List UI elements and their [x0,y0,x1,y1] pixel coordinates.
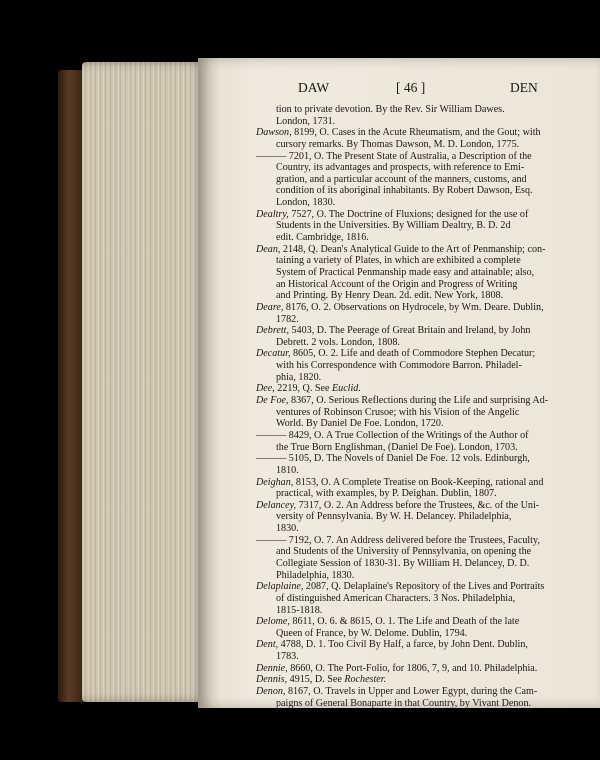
entry-text: 1810. [276,464,299,476]
entry-text: 1815-1818. [276,604,323,616]
entry-text: 1783. [276,651,299,663]
entry-author: Delaplaine, [256,581,304,593]
catalog-entries [256,104,586,709]
entry-author: Delancey, [256,499,297,511]
entry-author: Debrett, [256,325,289,337]
entry-author: Dealtry, [256,208,289,220]
entry-text: 8611, O. 6. & 8615, O. 1. The Life and Death of the late [289,616,520,628]
entry-line [256,698,586,710]
entry-line [256,511,586,523]
entry-author: De Foe, [256,395,289,407]
entry-author: Dennie, [256,662,288,674]
entry-text: 8605, O. 2. Life and death of Commodore Stephen Decatur; [290,348,536,360]
entry-line [256,558,586,570]
entry-text: and Printing. By Henry Dean. 2d. edit. New York, 1808. [276,290,504,302]
entry-author: Decatur, [256,348,291,360]
entry-text: 2087, Q. Delaplaine's Repository of the Lives and Portraits [303,581,545,593]
entry-line [256,360,586,372]
entry-line [256,535,586,547]
entry-reference: Euclid. [331,383,361,395]
catalog-page [198,58,600,708]
entry-line [256,185,586,197]
entry-line [256,372,586,384]
entry-line [256,267,586,279]
entry-text: 7317, O. 2. An Address before the Trustees, &c. of the Uni- [296,499,540,511]
entry-line [256,290,586,302]
entry-line [256,127,586,139]
entry-text: Collegiate Session of 1830-31. By William H. Delancey, D. D. [276,557,530,569]
entry-author: Dean, [256,243,281,255]
entry-line [256,616,586,628]
entry-line [256,605,586,617]
entry-author: Dennis, [256,674,288,686]
entry-line [256,651,586,663]
entry-text: 2148, Q. Dean's Analytical Guide to the Art of Penmanship; con- [280,243,546,255]
entry-text: ventures of Robinson Crusoe; with his Vision of the Angelic [276,406,520,418]
entry-text: 8153, O. A Complete Treatise on Book-Keeping, rational and [293,476,544,488]
entry-line [256,174,586,186]
entry-text: Queen of France, by W. Delome. Dublin, 1794. [276,627,468,639]
entry-author: Deighan, [256,476,294,488]
entry-line [256,151,586,163]
entry-line [256,302,586,314]
entry-text: London, 1830. [276,197,336,209]
entry-text: London, 1731. [276,115,336,127]
entry-text: System of Practical Penmanship made easy and attainable; also, [276,266,535,278]
entry-line [256,674,586,686]
entry-line [256,325,586,337]
entry-line [256,593,586,605]
entry-author: Dent, [256,639,279,651]
entry-line [256,430,586,442]
entry-line [256,465,586,477]
entry-author: Dawson, [256,127,292,139]
entry-author: Dee, [256,383,275,395]
entry-line [256,244,586,256]
header-right-keyword: DEN [510,80,538,95]
entry-text: ——— 8429, O. A True Collection of the Writings of the Author of [256,429,529,441]
entry-text: condition of its aboriginal inhabitants. By Robert Dawson, Esq. [276,185,533,197]
entry-text: paigns of General Bonaparte in that Country, by Vivant Denon. [276,697,532,709]
entry-line [256,348,586,360]
entry-text: World. By Daniel De Foe. London, 1720. [276,418,444,430]
entry-line [256,162,586,174]
entry-line [256,407,586,419]
entry-text: Philadelphia, 1830. [276,569,355,581]
entry-text: versity of Pennsylvania. By W. H. Delancey. Philadelphia, [276,511,512,523]
header-left-keyword: DAW [298,80,330,95]
entry-text: ——— 7201, O. The Present State of Australia, a Description of the [256,150,532,162]
entry-text: 4788, D. 1. Too Civil By Half, a farce, by John Dent. Dublin, [278,639,528,651]
open-book [58,58,600,708]
entry-line [256,255,586,267]
entry-text: ——— 5105, D. The Novels of Daniel De Foe. 12 vols. Edinburgh, [256,453,530,465]
entry-text: with his Correspondence with Commodore Barron. Philadel- [276,360,522,372]
entry-text: phia, 1820. [276,371,322,383]
entry-line [256,232,586,244]
entry-line [256,477,586,489]
entry-text: 8199, O. Cases in the Acute Rheumatism, and the Gout; with [291,127,541,139]
entry-line [256,209,586,221]
entry-line [256,220,586,232]
book-spine-binding [58,70,84,702]
running-header [198,80,600,98]
entry-author: Denon, [256,686,286,698]
entry-line [256,116,586,128]
entry-reference: Rochester. [344,674,387,686]
entry-text: practical, with examples, by P. Deighan. Dublin, 1807. [276,488,497,500]
entry-line [256,628,586,640]
entry-text: 5403, D. The Peerage of Great Britain and Ireland, by John [288,325,531,337]
entry-line [256,500,586,512]
entry-line [256,442,586,454]
entry-line [256,488,586,500]
entry-text: edit. Cambridge, 1816. [276,232,369,244]
entry-line [256,337,586,349]
entry-text: taining a variety of Plates, in which are exhibited a complete [276,255,521,267]
entry-line [256,663,586,675]
entry-author: Deare, [256,301,284,313]
entry-line [256,104,586,116]
entry-text: 7527, O. The Doctrine of Fluxions; designed for the use of [288,208,529,220]
entry-line [256,383,586,395]
entry-text: tion to private devotion. By the Rev. Sir William Dawes. [276,104,505,115]
entry-text: an Historical Account of the Origin and Progress of Writing [276,278,518,290]
entry-text: 1782. [276,313,299,325]
entry-text: and Students of the University of Pennsylvania, on opening the [276,546,532,558]
entry-line [256,279,586,291]
entry-text: 8176, O. 2. Observations on Hydrocele, by Wm. Deare. Dublin, [283,301,544,313]
entry-line [256,581,586,593]
entry-line [256,453,586,465]
entry-text: of distinguished American Characters. 3 Nos. Philadelphia, [276,592,516,604]
entry-text: gration, and a particular account of the manners, customs, and [276,173,527,185]
entry-author: Delome, [256,616,290,628]
page-edges [82,62,206,702]
entry-text: 4915, D. See [287,674,345,686]
entry-text: 8660, O. The Port-Folio, for 1806, 7, 9, and 10. Philadelphia. [287,662,538,674]
entry-text: cursory remarks. By Thomas Dawson, M. D. London, 1775. [276,138,520,150]
entry-line [256,639,586,651]
entry-text: Country, its advantages and prospects, with reference to Emi- [276,162,525,174]
entry-line [256,686,586,698]
entry-text: Students in the Universities. By William Dealtry, B. D. 2d [276,220,511,232]
entry-text: Debrett. 2 vols. London, 1808. [276,336,400,348]
entry-text: 8167, O. Travels in Upper and Lower Egypt, during the Cam- [285,686,538,698]
entry-line [256,139,586,151]
entry-line [256,197,586,209]
page-number: [ 46 ] [396,80,426,95]
entry-line [256,546,586,558]
entry-line [256,314,586,326]
entry-text: 2219, Q. See [274,383,332,395]
entry-line [256,523,586,535]
entry-text: ——— 7192, O. 7. An Address delivered before the Trustees, Faculty, [256,534,540,546]
entry-line [256,418,586,430]
entry-text: the True Born Englishman, (Daniel De Foe). London, 1703. [276,441,518,453]
entry-line [256,570,586,582]
entry-text: 8367, O. Serious Reflections during the Life and surprising Ad- [288,395,549,407]
entry-text: 1830. [276,523,299,535]
entry-line [256,395,586,407]
